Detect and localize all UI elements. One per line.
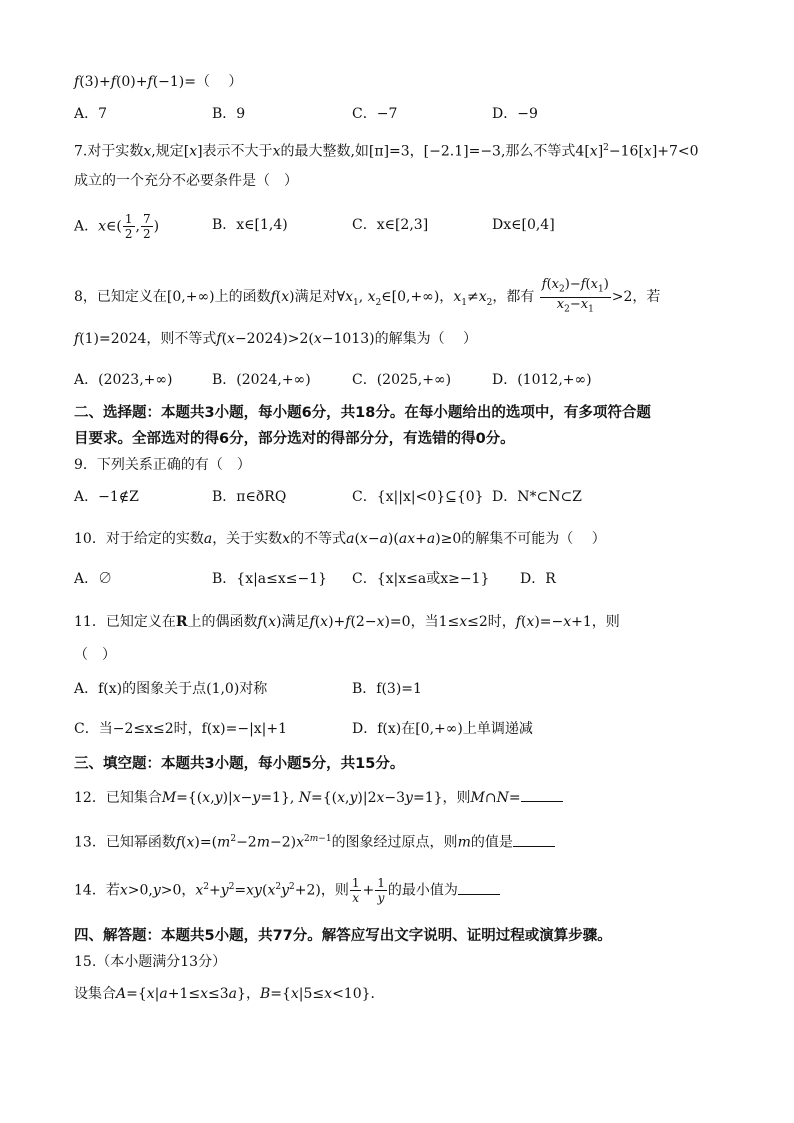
q7-option-c: C．x∈[2,3] [352,217,429,233]
q13-stem: 13．已知幂函数$f(x)=(m^2-2m-2)x^{2m-1}$的图象经过原点，则m的值是 [74,830,555,852]
q11-option-a: A．f(x)的图象关于点(1,0)对称 [74,681,268,697]
q7-option-d: Dx∈[0,4] [492,217,555,233]
q14-stem: 14．若x>0,y>0，$x^2+y^2=xy(x^2y^2+2)$，则 $\frac{1}{x}$ + $\frac{1}{y}$ 的最小值为 [74,876,500,905]
q12-answer-blank[interactable] [521,789,563,802]
q10-option-b: B．{x|a≤x≤−1} [212,571,328,587]
section-2-heading-line2: 目要求。全部选对的得6分，部分选对的得部分分，有选错的得0分。 [74,431,515,447]
q6-option-a: A．7 [74,106,108,122]
q6-option-b: B．9 [212,106,246,122]
q8-option-c: C．(2025,+∞) [352,372,452,388]
q11-option-d: D．f(x)在[0,+∞)上单调递减 [352,721,533,737]
q9-option-b: B．π∈ðRQ [212,489,287,505]
q11-option-b: B．f(3)=1 [352,681,422,697]
q9-option-a: A．−1∉Z [74,489,139,505]
q15-stem: 设集合A={x|a+1≤x≤3a}，B={x|5≤x<10}． [74,986,385,1002]
q8-option-a: A．(2023,+∞) [74,372,173,388]
q8-option-b: B．(2024,+∞) [212,372,311,388]
q11-stem-line2: （ ） [74,647,116,663]
q10-option-d: D．R [520,571,556,587]
q10-option-a: A．∅ [74,571,113,587]
q11-option-c: C．当−2≤x≤2时，f(x)=−|x|+1 [74,721,288,737]
q14-answer-blank[interactable] [458,882,500,895]
q9-stem: 9．下列关系正确的有（ ） [74,457,251,473]
section-2-heading-line1: 二、选择题：本题共3小题，每小题6分，共18分。在每小题给出的选项中，有多项符合题 [74,405,651,421]
q7-option-b: B．x∈[1,4) [212,217,288,233]
q8-stem-line1: 8，已知定义在[0,+∞)上的函数f(x)满足对$\forall x_1$, $x_2\in[0,+\infty)$，$x_1\ne x_2$，都有 $\frac{f(x_2)-f(x_1)}{x_2-x_1}$ >2，若 [74,277,661,315]
q6-option-c: C．−7 [352,106,398,122]
q6-option-d: D．−9 [492,106,538,122]
section-4-heading: 四、解答题：本题共5小题，共77分。解答应写出文字说明、证明过程或演算步骤。 [74,928,612,944]
section-3-heading: 三、填空题：本题共3小题，每小题5分，共15分。 [74,756,405,772]
q10-stem: 10．对于给定的实数a，关于实数x的不等式a(x−a)(ax+a)≥0的解集不可能为（ ） [74,531,606,547]
q13-answer-blank[interactable] [513,834,555,847]
q8-option-d: D．(1012,+∞) [492,372,592,388]
q10-option-c: C．{x|x≤a或x≥−1} [352,571,490,587]
q11-stem-line1: 11．已知定义在R上的偶函数f(x)满足f(x)+f(2−x)=0，当1≤x≤2时，f(x)=−x+1，则 [74,614,620,630]
q6-stem: f(3)+f(0)+f(−1)=（ ） [74,74,243,90]
q12-stem: 12．已知集合M={(x,y)|x−y=1}, N={(x,y)|2x−3y=1}，则M∩N= [74,789,563,807]
q8-stem-line2: f(1)=2024，则不等式f(x−2024)>2(x−1013)的解集为（ ） [74,331,478,347]
q9-option-c: C．{x||x|<0}⊆{0} [352,489,484,505]
q9-option-d: D．N*⊂N⊂Z [492,489,582,505]
q7-option-a: A．x∈( $\frac{1}{2}$ , $\frac{7}{2}$ ) [74,212,160,241]
q7-stem-line2: 成立的一个充分不必要条件是（ ） [74,173,298,189]
q15-header: 15.（本小题满分13分） [74,954,227,970]
q7-stem-line1: 7.对于实数x,规定[x]表示不大于x的最大整数,如[π]=3，[−2.1]=−3,那么不等式$4[x]^2-16[x]+7<0$ [74,143,699,160]
